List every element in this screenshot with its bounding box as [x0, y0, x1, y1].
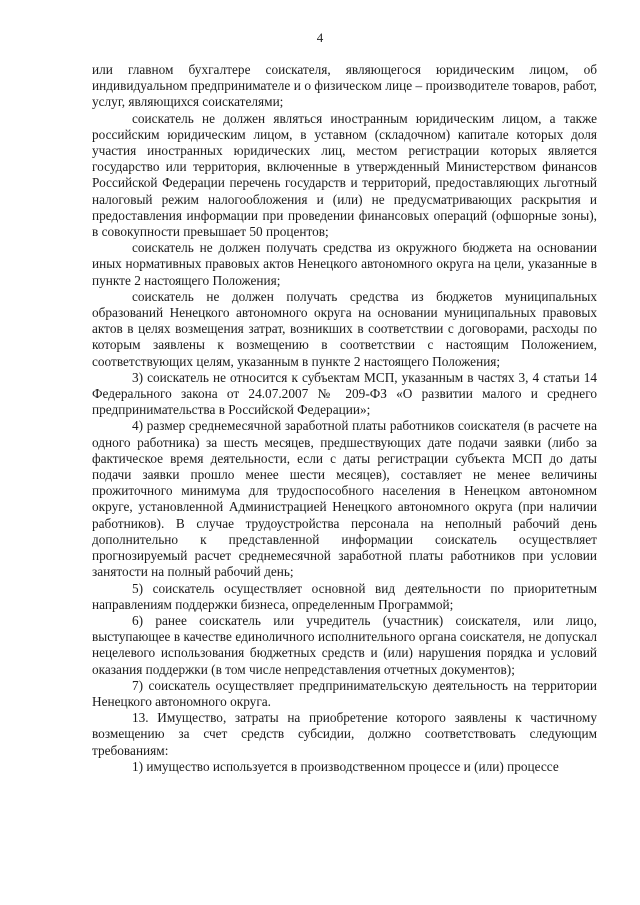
paragraph: соискатель не должен получать средства из бюджетов муниципальных образований Ненецкого автономного округа на основании муниципальных правовых актов в целях возмещения затрат, возникших в соответствии с договорами, расходы по которым заявлены к возмещению в соответствии с настоящим Положением, соответствующих целям, указанным в пункте 2 настоящего Положения; [92, 288, 597, 369]
paragraph: соискатель не должен являться иностранным юридическим лицом, а также российским юридическим лицом, в уставном (складочном) капитале которых доля участия иностранных юридических лиц, местом регистрации которых является государство или территория, включенные в утвержденный Министерством финансов Российской Федерации перечень государств и территорий, предоставляющих льготный налоговый режим налогообложения и (или) не предусматривающих раскрытия и предоставления информации при проведении финансовых операций (офшорные зоны), в совокупности превышает 50 процентов; [92, 110, 597, 240]
paragraph-continuation: или главном бухгалтере соискателя, являющегося юридическим лицом, об индивидуальном предпринимателе и о физическом лице – производителе товаров, работ, услуг, являющихся соискателями; [92, 62, 597, 110]
document-body [92, 62, 597, 775]
paragraph: 1) имущество используется в производственном процессе и (или) процессе [132, 758, 559, 774]
paragraph: 6) ранее соискатель или учредитель (участник) соискателя, или лицо, выступающее в качестве единоличного исполнительного органа соискателя, не допускал нецелевого использования бюджетных средств и (или) нарушения порядка и условий оказания поддержки (в том числе непредставления отчетных документов); [92, 612, 597, 677]
paragraph: 5) соискатель осуществляет основной вид деятельности по приоритетным направлениям поддержки бизнеса, определенным Программой; [92, 580, 597, 612]
paragraph: соискатель не должен получать средства из окружного бюджета на основании иных нормативных правовых актов Ненецкого автономного округа на цели, указанные в пункте 2 настоящего Положения; [92, 240, 597, 288]
page-number: 4 [316, 30, 324, 45]
paragraph: 7) соискатель осуществляет предпринимательскую деятельность на территории Ненецкого автономного округа. [92, 677, 597, 709]
paragraph: 13. Имущество, затраты на приобретение которого заявлены к частичному возмещению за счет средств субсидии, должно соответствовать следующим требованиям: [92, 710, 597, 758]
paragraph: 4) размер среднемесячной заработной платы работников соискателя (в расчете на одного работника) за шесть месяцев, предшествующих дате подачи заявки (либо за фактическое время деятельности, если с даты регистрации субъекта МСП до даты подачи заявки прошло менее шести месяцев), составляет не менее величины прожиточного минимума для трудоспособного населения в Ненецком автономном округе, установленной Администрацией Ненецкого автономного округа (при наличии работников). В случае трудоустройства персонала на неполный рабочий день дополнительно к представленной информации соискатель осуществляет прогнозируемый расчет среднемесячной заработной платы работников при условии занятости на полный рабочий день; [92, 418, 597, 580]
paragraph: 3) соискатель не относится к субъектам МСП, указанным в частях 3, 4 статьи 14 Федерального закона от 24.07.2007 № 209-ФЗ «О развитии малого и среднего предпринимательства в Российской Федерации»; [92, 369, 597, 418]
